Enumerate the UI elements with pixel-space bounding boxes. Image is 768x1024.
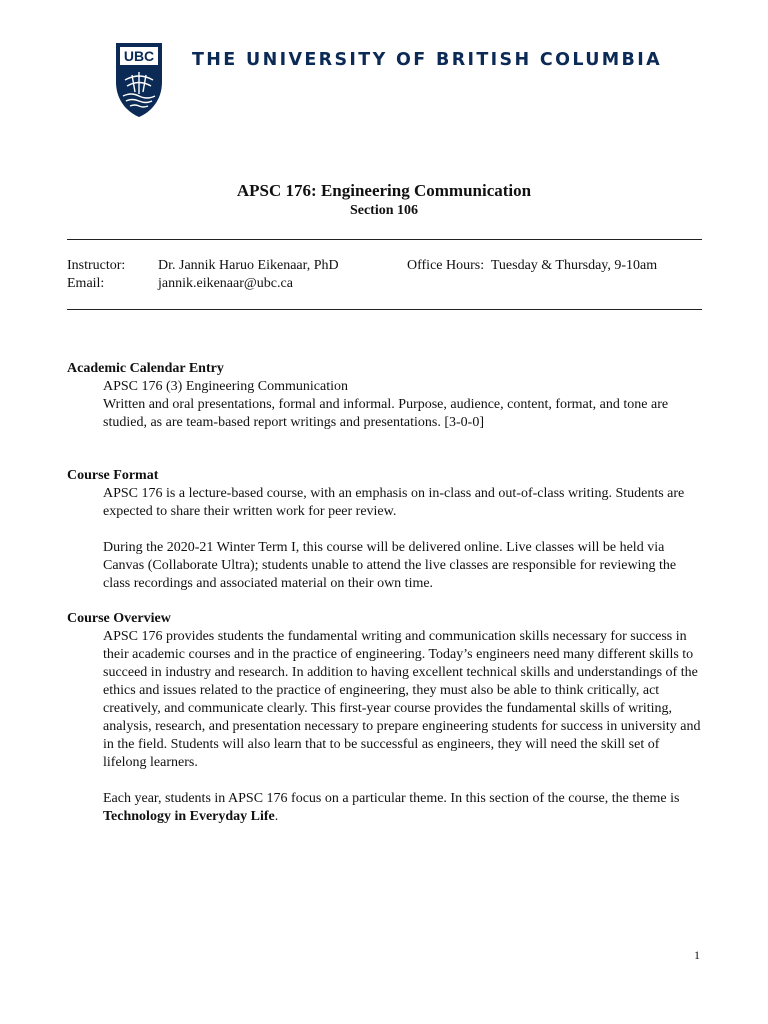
instructor-name: Dr. Jannik Haruo Eikenaar, PhD [158, 258, 339, 273]
format-paragraph-1: APSC 176 is a lecture-based course, with an emphasis on in-class and out-of-class writing. Students are expected to share their written work for peer review. [103, 486, 685, 519]
format-paragraph-2: During the 2020-21 Winter Term I, this course will be delivered online. Live classes will be held via Canvas (Collaborate Ultra); students unable to attend the live classes are responsible for reviewing the class recordings and associated material on their own time. [103, 540, 677, 591]
calendar-line-1: APSC 176 (3) Engineering Communication [103, 379, 348, 394]
university-name: THE UNIVERSITY OF BRITISH COLUMBIA [192, 50, 662, 70]
course-theme: Technology in Everyday Life [103, 809, 275, 824]
calendar-entry [103, 378, 705, 432]
instructor-label: Instructor: [67, 258, 126, 273]
bottom-divider [67, 309, 702, 310]
overview-paragraph-2 [103, 790, 705, 826]
office-hours-value: Tuesday & Thursday, 9-10am [490, 258, 658, 273]
format-heading: Course Format [67, 468, 159, 483]
theme-period: . [274, 809, 279, 824]
office-hours-label: Office Hours: [407, 258, 485, 273]
course-section: Section 106 [349, 203, 419, 218]
top-divider [67, 239, 702, 240]
logo-text: UBC [123, 48, 155, 64]
email-value: jannik.eikenaar@ubc.ca [158, 276, 293, 291]
calendar-line-2: Written and oral presentations, formal and informal. Purpose, audience, content, format, and tone are studied, as are team-based report writings and presentations. [3-0-0] [103, 397, 669, 430]
ubc-crest-logo [115, 42, 163, 118]
overview-heading: Course Overview [67, 611, 171, 626]
calendar-heading: Academic Calendar Entry [67, 361, 224, 376]
page-number: 1 [694, 948, 700, 962]
office-hours [407, 257, 657, 275]
overview-paragraph-1: APSC 176 provides students the fundamental writing and communication skills necessary for success in their academic courses and in the practice of engineering. Today’s engineers need many different skills to succeed in industry and research. In addition to having excellent technical skills and understandings of the ethics and issues related to the practice of engineering, they must also be able to think critically, act creatively, and communicate clearly. This first-year course provides the fundamental skills of writing, analysis, research, and presentation necessary to prepare engineering students for success in university and in the field. Students will also learn that to be successful as engineers, they will need the skill set of lifelong learners. [103, 629, 701, 770]
course-title: APSC 176: Engineering Communication [236, 181, 532, 200]
email-label: Email: [67, 276, 105, 291]
theme-intro-text: Each year, students in APSC 176 focus on a particular theme. In this section of the course, the theme is [103, 791, 680, 806]
